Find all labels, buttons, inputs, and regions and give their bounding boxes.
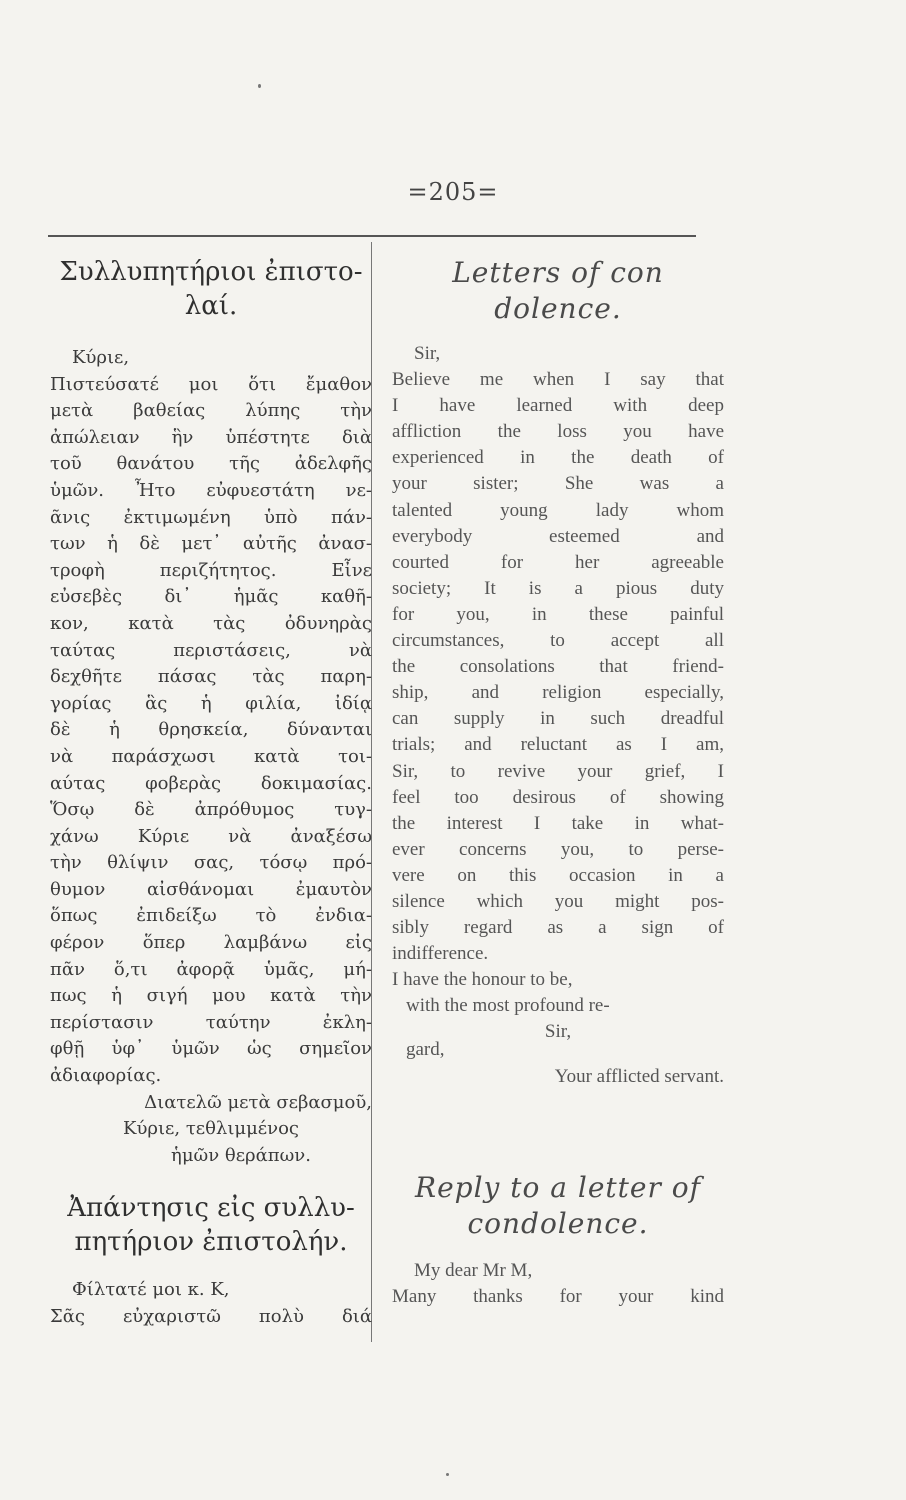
text-line: δὲ ἡ θρησκεία, δύνανται <box>50 719 372 741</box>
text-line: vere on this occasion in a <box>392 864 724 886</box>
greek-reply <box>50 1277 372 1330</box>
english-letter <box>392 341 724 1090</box>
text-line: ταύτας περιστάσεις, νὰ <box>50 639 372 661</box>
heading-line: Συλλυπητήριοι ἐπιστο- <box>59 257 363 287</box>
page-number: =205= <box>407 178 499 206</box>
greek-heading-condolences <box>50 255 372 323</box>
english-heading-reply <box>392 1170 724 1242</box>
heading-line: condolence. <box>467 1206 649 1240</box>
text-line: affliction the loss you have <box>392 421 724 443</box>
english-body <box>392 367 724 967</box>
text-line: trials; and reluctant as I am, <box>392 734 724 756</box>
text-line: circumstances, to accept all <box>392 630 724 652</box>
text-line: ever concerns you, to perse- <box>392 838 724 860</box>
greek-letter <box>50 345 372 1169</box>
text-line: Πιστεύσατέ μοι ὅτι ἔμαθον <box>50 373 372 395</box>
text-line: κον, κατὰ τὰς ὀδυνηρὰς <box>50 612 372 634</box>
text-line: ἀπώλειαν ἣν ὑπέστητε διὰ <box>50 426 372 448</box>
heading-line: Reply to a letter of <box>415 1170 701 1204</box>
text-line: experienced in the death of <box>392 447 724 469</box>
ink-speck <box>446 1473 449 1476</box>
greek-body <box>50 372 372 1090</box>
text-line: indifference. <box>392 943 489 965</box>
closing-line: I have the honour to be, <box>392 969 573 991</box>
heading-line: dolence. <box>494 292 622 325</box>
text-line: πως ἡ σιγή μου κατὰ τὴν <box>50 985 372 1007</box>
english-column <box>392 255 724 1310</box>
reply-line: Many thanks for your kind <box>392 1285 724 1307</box>
text-line: πᾶν ὅ,τι ἀφορᾷ ὑμᾶς, μή- <box>50 958 372 980</box>
text-line: ship, and religion especially, <box>392 682 724 704</box>
text-line: μετὰ βαθείας λύπης τὴν <box>50 400 372 422</box>
text-line: Ὅσῳ δὲ ἀπρόθυμος τυγ- <box>50 799 372 821</box>
text-line: feel too desirous of showing <box>392 786 724 808</box>
text-line: φθῇ ὑφ᾽ ὑμῶν ὡς σημεῖον <box>50 1038 372 1060</box>
text-line: των ἡ δὲ μετ᾽ αὐτῆς ἀνασ- <box>50 533 372 555</box>
reply-line: Σᾶς εὐχαριστῶ πολὺ διά <box>50 1306 372 1327</box>
text-line: Sir, to revive your grief, I <box>392 760 724 782</box>
text-line: can supply in such dreadful <box>392 708 724 730</box>
text-line: your sister; She was a <box>392 473 724 495</box>
text-line: χάνω Κύριε νὰ ἀναξέσω <box>50 825 372 847</box>
reply-line: Φίλτατέ μοι κ. Κ, <box>72 1279 230 1301</box>
text-line: courted for her agreeable <box>392 551 724 573</box>
text-line: φέρον ὅπερ λαμβάνω εἰς <box>50 932 372 954</box>
header-rule <box>48 235 696 237</box>
closing-line: Διατελῶ μετὰ σεβασμοῦ, <box>144 1091 372 1113</box>
greek-column <box>50 255 372 1331</box>
english-heading-condolences <box>392 255 724 327</box>
text-line: περίστασιν ταύτην ἐκλη- <box>50 1011 372 1033</box>
greek-closing <box>50 1090 372 1170</box>
reply-line: My dear Mr M, <box>414 1259 533 1281</box>
text-line: δεχθῆτε πάσας τὰς παρη- <box>50 666 372 688</box>
text-line: I have learned with deep <box>392 395 724 417</box>
text-line: the consolations that friend- <box>392 656 724 678</box>
text-line: everybody esteemed and <box>392 525 724 547</box>
closing-line: with the most profound re- <box>406 995 610 1017</box>
text-line: αύτας φοβερὰς δοκιμασίας. <box>50 772 372 794</box>
text-line: ὑμῶν. Ἦτο εὐφυεστάτη νε- <box>50 479 372 501</box>
text-line: society; It is a pious duty <box>392 577 724 599</box>
text-line: ὅπως ἐπιδείξω τὸ ἐνδια- <box>50 905 372 927</box>
english-closing <box>392 967 724 1089</box>
text-line: sibly regard as a sign of <box>392 917 724 939</box>
closing-line: gard, <box>406 1039 445 1061</box>
text-line: the interest I take in what- <box>392 812 724 834</box>
heading-line: λαί. <box>184 291 238 321</box>
closing-line: Your afflicted servant. <box>554 1065 724 1087</box>
text-line: silence which you might pos- <box>392 890 724 912</box>
text-line: θυμον αἰσθάνομαι ἐμαυτὸν <box>50 878 372 900</box>
text-line: ᾶνις ἐκτιμωμένη ὑπὸ πάν- <box>50 506 372 528</box>
greek-salutation: Κύριε, <box>72 347 130 368</box>
heading-line: πητήριον ἐπιστολήν. <box>74 1227 348 1258</box>
heading-line: Letters of con <box>452 256 664 289</box>
closing-line: ἡμῶν θεράπων. <box>171 1144 311 1166</box>
text-line: γορίας ἃς ἡ φιλία, ἰδίᾳ <box>50 692 372 714</box>
ink-speck <box>258 84 261 88</box>
english-salutation: Sir, <box>414 343 441 364</box>
heading-line: Ἀπάντησις εἰς συλλυ- <box>67 1193 355 1224</box>
english-reply <box>392 1258 724 1310</box>
closing-line: Sir, <box>544 1021 572 1043</box>
text-line: τοῦ θανάτου τῆς ἀδελφῆς <box>50 453 372 475</box>
closing-line: Κύριε, τεθλιμμένος <box>123 1118 299 1140</box>
text-line: τροφὴ περιζήτητος. Εἶνε <box>50 559 372 581</box>
text-line: νὰ παράσχωσι κατὰ τοι- <box>50 745 372 767</box>
text-line: τὴν θλίψιν σας, τόσῳ πρό- <box>50 852 372 874</box>
greek-heading-reply <box>50 1191 372 1259</box>
text-line: for you, in these painful <box>392 603 724 625</box>
text-line: talented young lady whom <box>392 499 724 521</box>
text-line: ἀδιαφορίας. <box>50 1065 162 1087</box>
text-line: Believe me when I say that <box>392 369 724 391</box>
text-line: εὐσεβὲς δι᾽ ἡμᾶς καθῆ- <box>50 586 372 608</box>
